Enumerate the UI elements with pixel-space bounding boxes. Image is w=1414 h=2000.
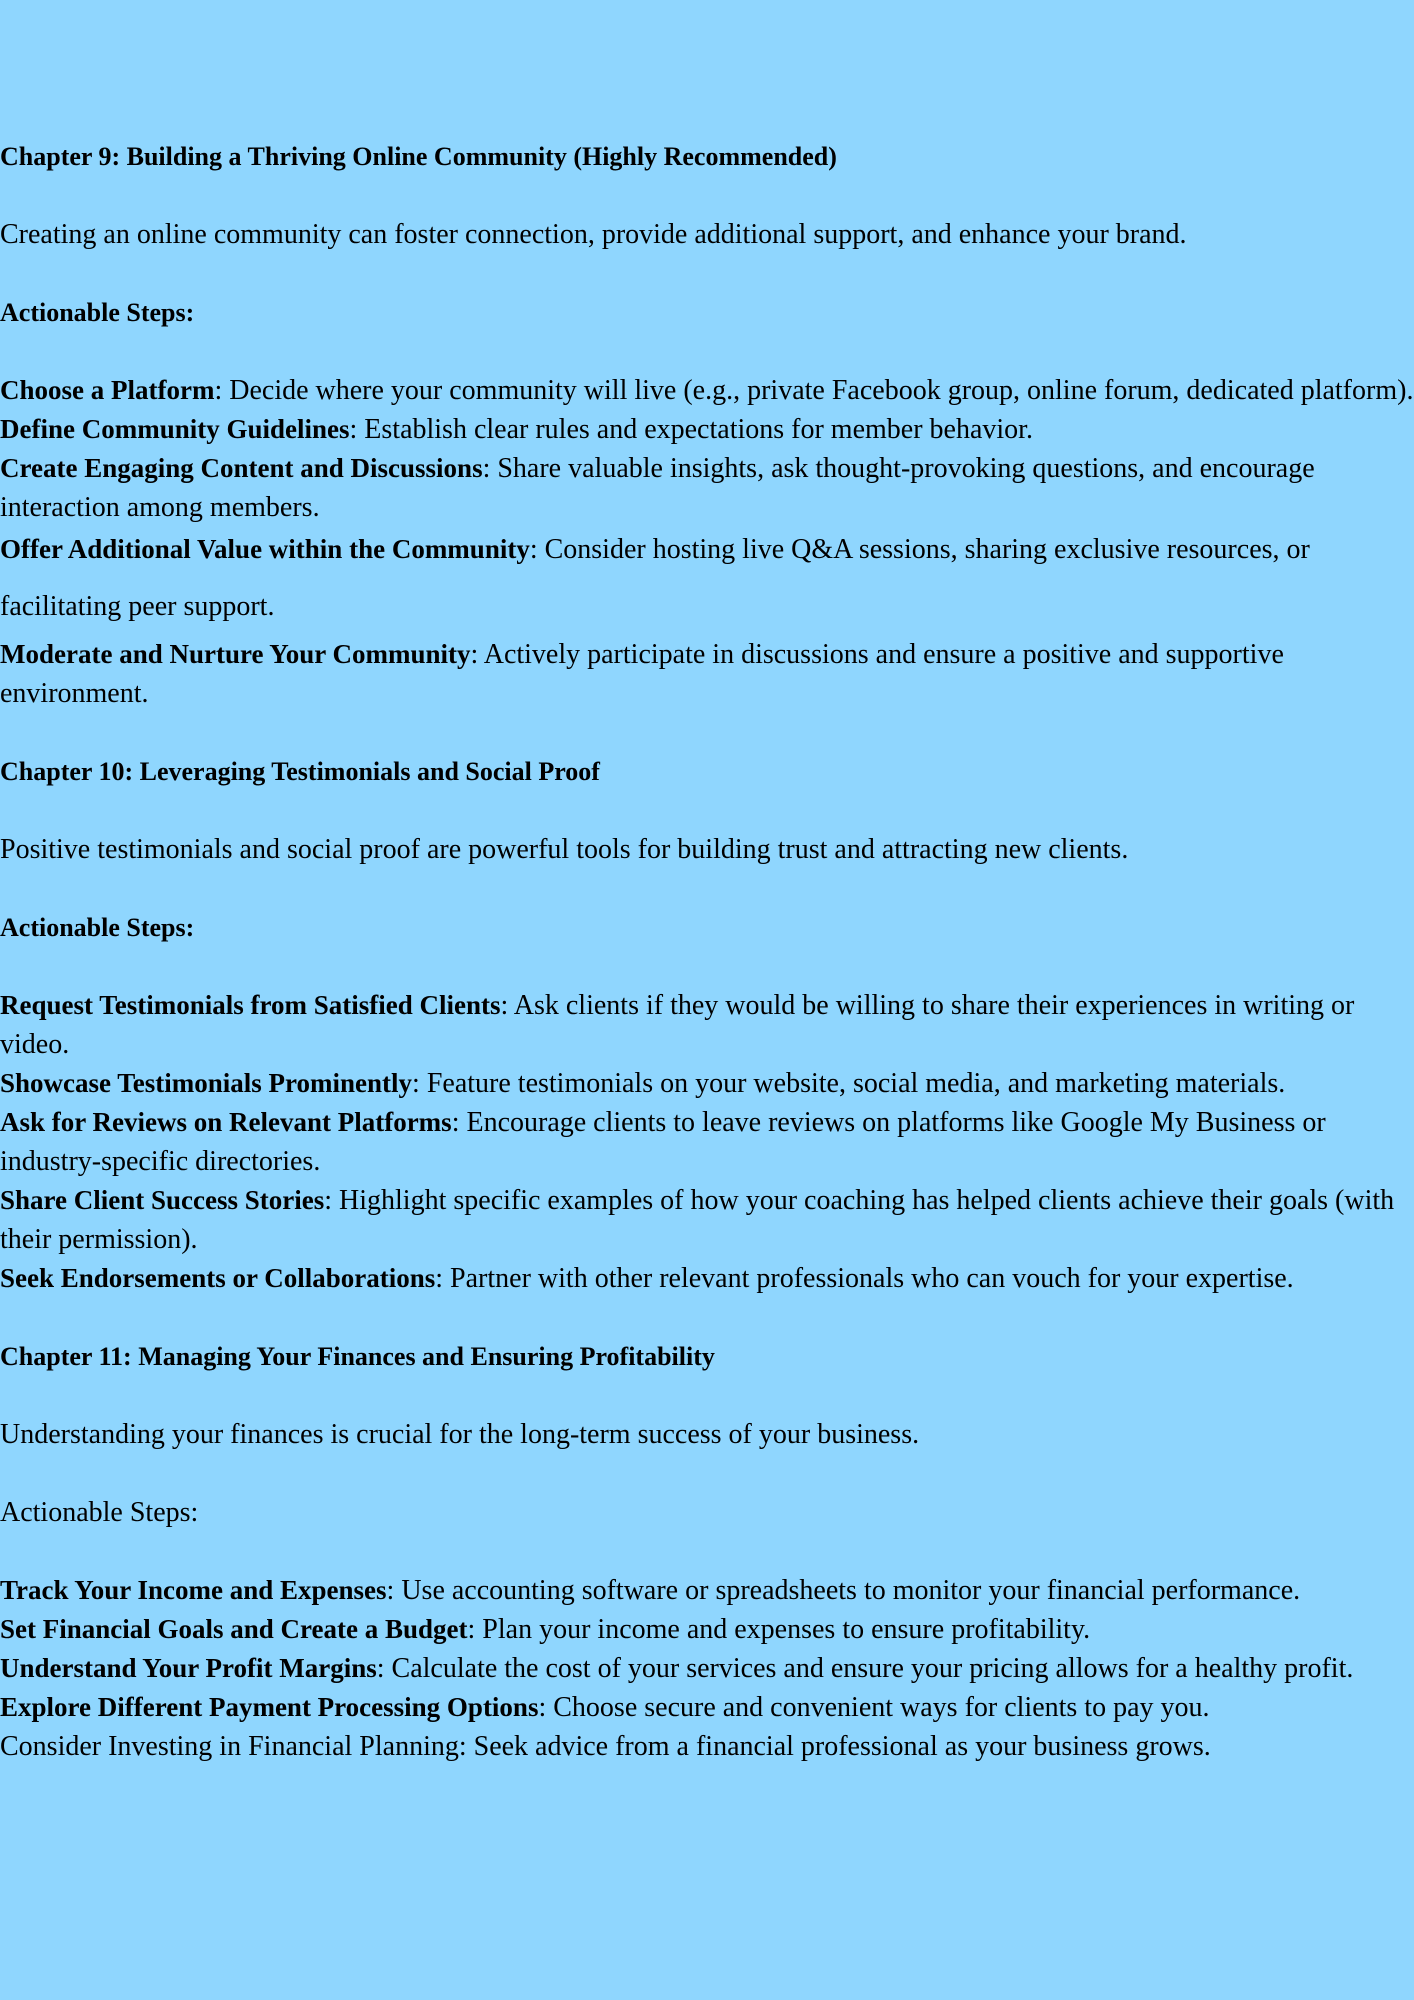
step-lead: Showcase Testimonials Prominently: [0, 1068, 413, 1098]
step-text: : Decide where your community will live (e.g., private Facebook group, online forum, dedicated platform).: [214, 375, 1414, 406]
step-item: [0, 1649, 1414, 1688]
step-text: : Plan your income and expenses to ensure profitability.: [467, 1614, 1091, 1645]
step-lead: Define Community Guidelines: [0, 414, 350, 444]
steps-list: [0, 371, 1414, 713]
step-text: : Use accounting software or spreadsheets to monitor your financial performance.: [386, 1575, 1301, 1606]
step-item: [0, 449, 1414, 527]
step-text: : Actively participate in discussions and ensure a positive and supportive environment.: [0, 639, 1284, 709]
step-lead: Ask for Reviews on Relevant Platforms: [0, 1107, 452, 1137]
chapter-heading: Chapter 9: Building a Thriving Online Community (Highly Recommended): [0, 142, 837, 171]
actionable-steps-label: Actionable Steps:: [0, 298, 195, 327]
step-item: [0, 1688, 1414, 1727]
step-text: : Establish clear rules and expectations for member behavior.: [349, 414, 1033, 445]
step-lead: Set Financial Goals and Create a Budget: [0, 1614, 468, 1644]
chapter-intro: Understanding your finances is crucial for the long-term success of your business.: [0, 1419, 920, 1450]
step-lead: Explore Different Payment Processing Options: [0, 1692, 539, 1722]
step-lead: Understand Your Profit Margins: [0, 1653, 377, 1683]
chapter-10: [0, 752, 1414, 1298]
actionable-steps-label: Actionable Steps:: [0, 913, 195, 942]
step-text: : Partner with other relevant professionals who can vouch for your expertise.: [435, 1263, 1294, 1294]
chapter-intro: Creating an online community can foster connection, provide additional support, and enhance your brand.: [0, 219, 1187, 250]
step-item: [0, 986, 1414, 1064]
steps-list: [0, 986, 1414, 1298]
step-lead: Moderate and Nurture Your Community: [0, 639, 471, 669]
chapter-heading: Chapter 11: Managing Your Finances and Ensuring Profitability: [0, 1342, 715, 1371]
step-lead: Request Testimonials from Satisfied Clients: [0, 990, 501, 1020]
actionable-steps-label: Actionable Steps:: [0, 1497, 199, 1528]
step-item: [0, 1103, 1414, 1181]
step-lead: Share Client Success Stories: [0, 1185, 325, 1215]
step-text: : Feature testimonials on your website, social media, and marketing materials.: [412, 1068, 1286, 1099]
step-item: [0, 1610, 1414, 1649]
step-item: [0, 410, 1414, 449]
chapter-heading: Chapter 10: Leveraging Testimonials and Social Proof: [0, 757, 600, 786]
step-text: : Encourage clients to leave reviews on platforms like Google My Business or industry-specific directories.: [0, 1107, 1326, 1177]
step-item: [0, 1727, 1414, 1766]
step-text: : Ask clients if they would be willing to share their experiences in writing or video.: [0, 990, 1355, 1060]
step-item: [0, 1181, 1414, 1259]
step-lead: Offer Additional Value within the Community: [0, 534, 530, 564]
step-text: : Share valuable insights, ask thought-provoking questions, and encourage interaction among members.: [0, 453, 1315, 523]
step-lead: Seek Endorsements or Collaborations: [0, 1263, 436, 1293]
step-text: : Highlight specific examples of how your coaching has helped clients achieve their goals (with their permission).: [0, 1185, 1395, 1255]
steps-list: [0, 1571, 1414, 1766]
step-lead: Choose a Platform: [0, 375, 215, 405]
step-text: : Choose secure and convenient ways for clients to pay you.: [538, 1692, 1210, 1723]
step-lead: Create Engaging Content and Discussions: [0, 453, 483, 483]
chapter-11: [0, 1337, 1414, 1766]
step-item: [0, 1571, 1414, 1610]
step-text: : Consider hosting live Q&A sessions, sharing exclusive resources, or facilitating peer support.: [0, 534, 1310, 622]
step-item: [0, 1259, 1414, 1298]
chapter-intro: Positive testimonials and social proof are powerful tools for building trust and attracting new clients.: [0, 834, 1129, 865]
step-item: [0, 1064, 1414, 1103]
step-item: [0, 521, 1414, 635]
step-text: : Calculate the cost of your services and ensure your pricing allows for a healthy profit.: [376, 1653, 1354, 1684]
step-item: [0, 371, 1414, 410]
step-item: [0, 635, 1414, 713]
chapter-9: [0, 137, 1414, 713]
step-text: Consider Investing in Financial Planning: Seek advice from a financial professional as your business grows.: [0, 1731, 1211, 1762]
step-lead: Track Your Income and Expenses: [0, 1575, 387, 1605]
